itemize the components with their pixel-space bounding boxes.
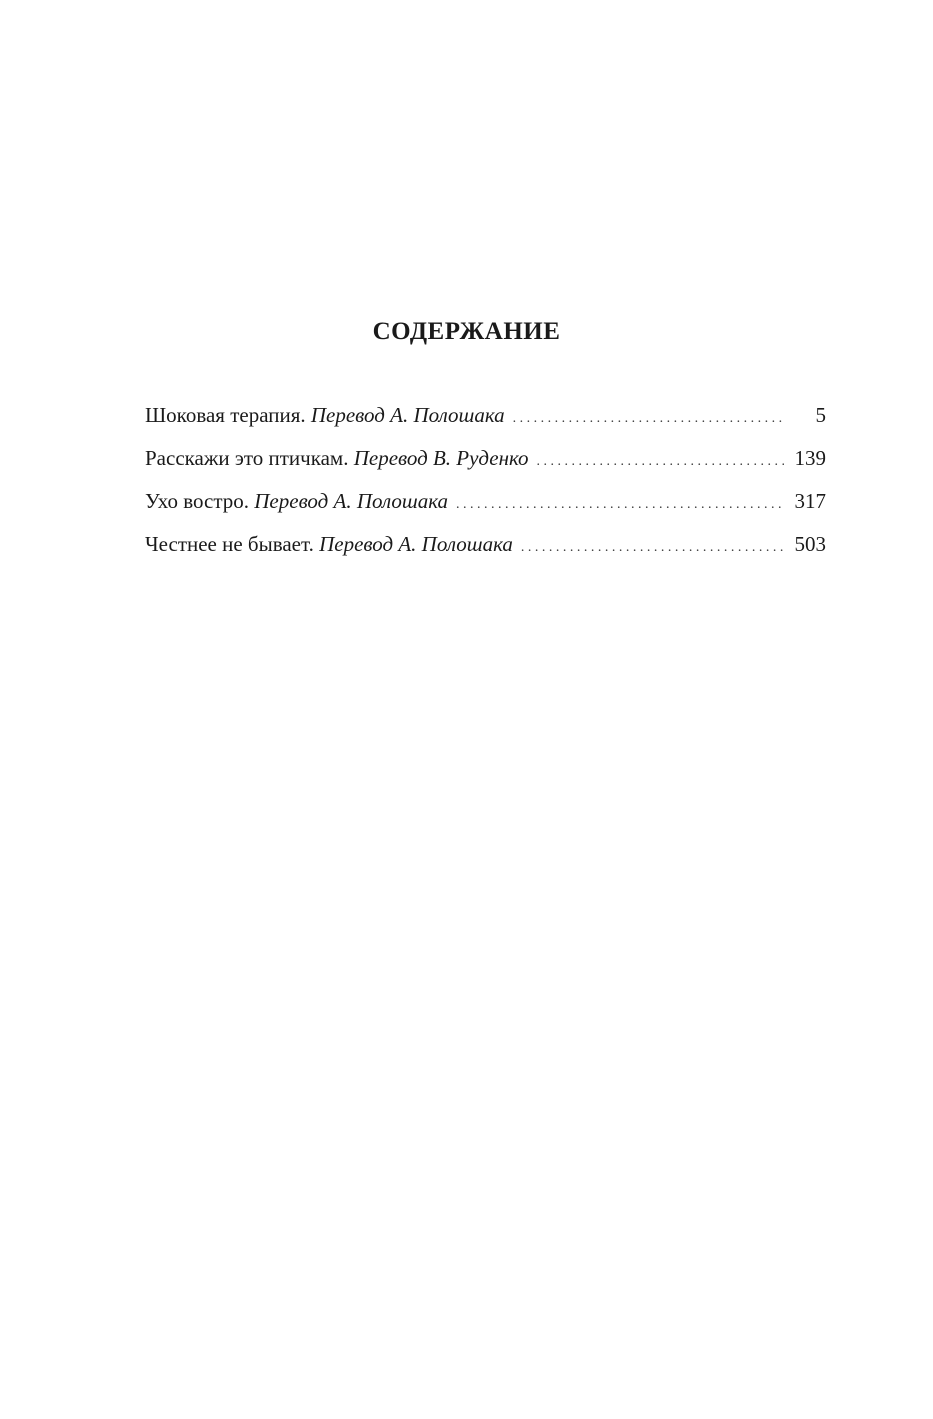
- toc-entry-translator: Перевод А. Полошака: [254, 489, 449, 513]
- toc-entry-text: [145, 486, 448, 516]
- toc-entry-translator: Перевод А. Полошака: [319, 532, 513, 556]
- toc-entry-text: [145, 529, 513, 559]
- toc-entry-title: Честнее не бывает.: [145, 532, 314, 556]
- toc-entry-translator: Перевод А. Полошака: [310, 403, 505, 427]
- toc-entry-text: [145, 443, 529, 473]
- toc-entry[interactable]: [145, 400, 826, 443]
- toc-entry-text: [145, 400, 505, 430]
- toc-entry-title: Расскажи это птичкам.: [145, 446, 349, 470]
- toc-entry-translator: Перевод В. Руденко: [353, 446, 529, 470]
- toc-leader-dots: [537, 443, 784, 477]
- toc-entry-page: 503: [794, 532, 826, 556]
- toc-entry[interactable]: [145, 486, 826, 529]
- toc-entry-page: 139: [794, 446, 826, 470]
- toc-entry-page: 5: [815, 403, 826, 427]
- toc-heading: СОДЕРЖАНИЕ: [372, 318, 561, 345]
- toc-list: [145, 400, 826, 572]
- toc-leader-dots: [456, 486, 784, 520]
- toc-leader-dots: [521, 529, 784, 563]
- toc-entry-title: Шоковая терапия.: [145, 403, 306, 427]
- toc-entry[interactable]: [145, 443, 826, 486]
- toc-leader-dots: [513, 400, 784, 434]
- toc-entry[interactable]: [145, 529, 826, 572]
- toc-entry-title: Ухо востро.: [145, 489, 250, 513]
- toc-entry-page: 317: [794, 489, 826, 513]
